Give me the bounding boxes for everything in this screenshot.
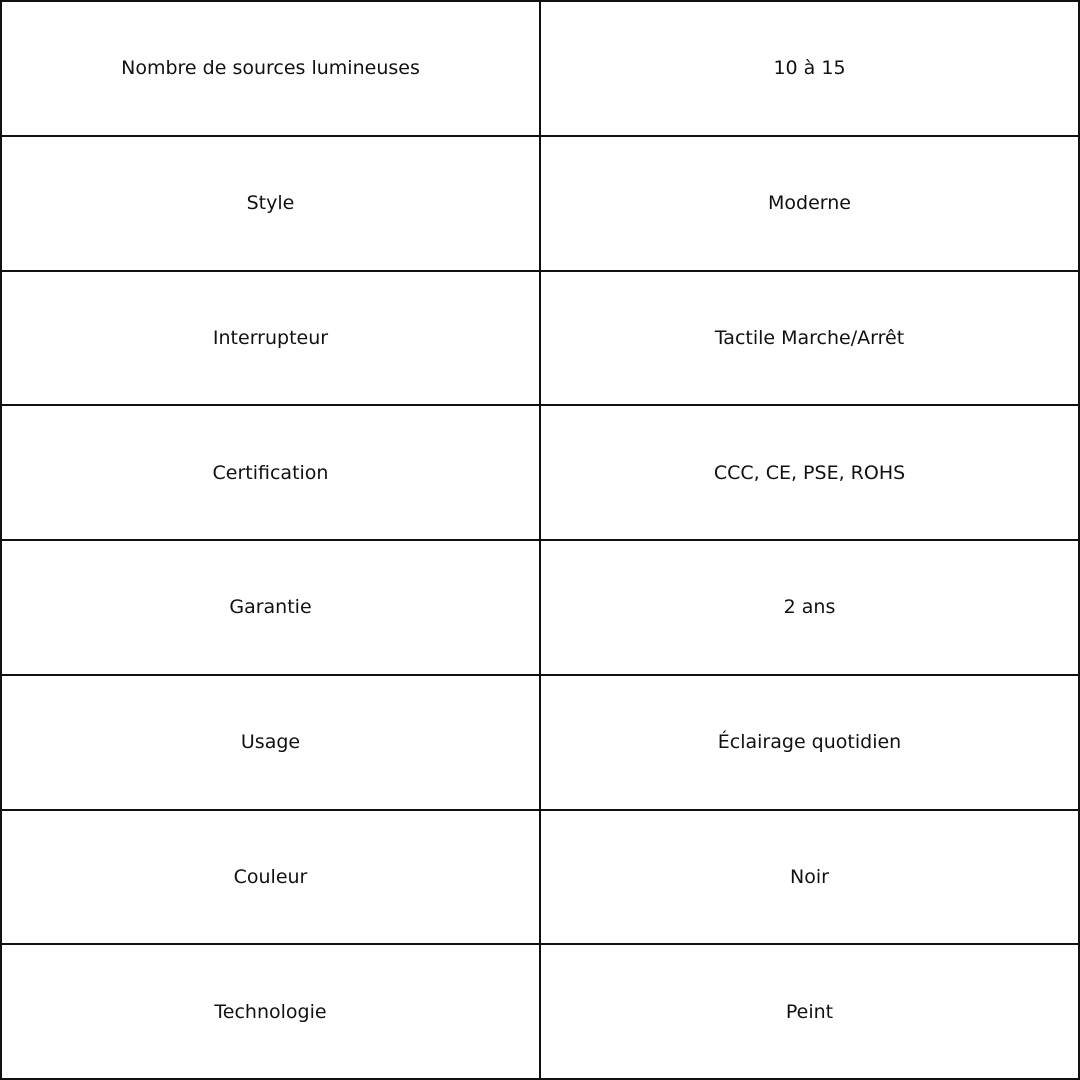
row-value: Éclairage quotidien bbox=[540, 675, 1079, 810]
row-label: Usage bbox=[1, 675, 540, 810]
table-row bbox=[1, 136, 1079, 271]
table-row bbox=[1, 540, 1079, 675]
row-label: Style bbox=[1, 136, 540, 271]
row-value: Noir bbox=[540, 810, 1079, 945]
row-label: Certification bbox=[1, 405, 540, 540]
row-label: Technologie bbox=[1, 944, 540, 1079]
table-row bbox=[1, 810, 1079, 945]
row-value: Tactile Marche/Arrêt bbox=[540, 271, 1079, 406]
table-row bbox=[1, 1, 1079, 136]
table-row bbox=[1, 675, 1079, 810]
row-value: CCC, CE, PSE, ROHS bbox=[540, 405, 1079, 540]
row-value: 2 ans bbox=[540, 540, 1079, 675]
row-value: Peint bbox=[540, 944, 1079, 1079]
row-value: 10 à 15 bbox=[540, 1, 1079, 136]
table-row bbox=[1, 405, 1079, 540]
table-row bbox=[1, 271, 1079, 406]
row-label: Couleur bbox=[1, 810, 540, 945]
row-label: Garantie bbox=[1, 540, 540, 675]
table-row bbox=[1, 944, 1079, 1079]
row-label: Nombre de sources lumineuses bbox=[1, 1, 540, 136]
row-label: Interrupteur bbox=[1, 271, 540, 406]
row-value: Moderne bbox=[540, 136, 1079, 271]
